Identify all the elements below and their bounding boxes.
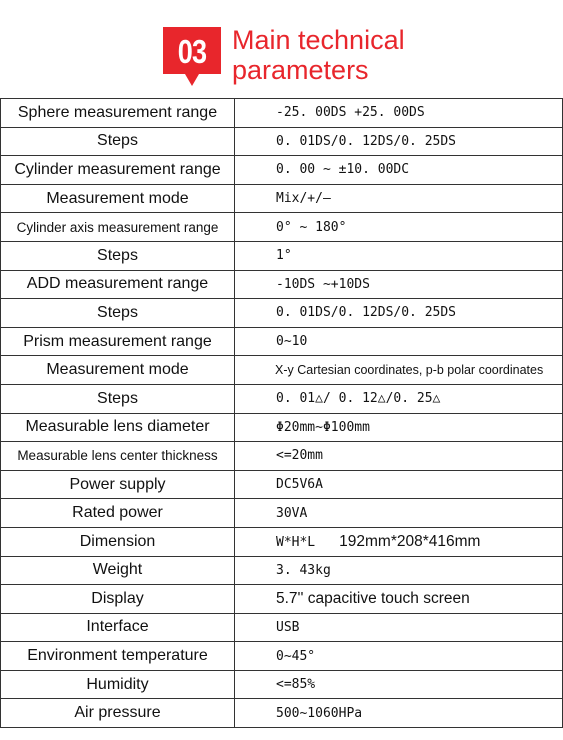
- dimension-prefix: W*H*L: [276, 534, 316, 550]
- param-label: Humidity: [1, 670, 235, 699]
- param-value: <=20mm: [235, 442, 563, 471]
- param-label: ADD measurement range: [1, 270, 235, 299]
- table-row: [1, 156, 563, 185]
- table-row: [1, 527, 563, 556]
- table-row: [1, 699, 563, 728]
- table-row: [1, 99, 563, 128]
- title-line-2: parameters: [232, 55, 369, 85]
- param-value: -10DS ~+10DS: [235, 270, 563, 299]
- table-row: [1, 642, 563, 671]
- param-label: Weight: [1, 556, 235, 585]
- param-label: Steps: [1, 384, 235, 413]
- section-number-badge: [163, 27, 221, 87]
- table-row: [1, 241, 563, 270]
- param-value: -25. 00DS +25. 00DS: [235, 99, 563, 128]
- param-value: 30VA: [235, 499, 563, 528]
- param-value: DC5V6A: [235, 470, 563, 499]
- table-row: [1, 299, 563, 328]
- param-value: 0. 00 ~ ±10. 00DC: [235, 156, 563, 185]
- param-value: 0. 01DS/0. 12DS/0. 25DS: [235, 127, 563, 156]
- param-value: 500~1060HPa: [235, 699, 563, 728]
- param-value: X-y Cartesian coordinates, p-b polar coordinates: [235, 356, 563, 385]
- table-row: [1, 384, 563, 413]
- table-row: [1, 613, 563, 642]
- table-row: [1, 270, 563, 299]
- param-label: Prism measurement range: [1, 327, 235, 356]
- param-label: Air pressure: [1, 699, 235, 728]
- table-row: [1, 127, 563, 156]
- param-value: 0. 01△/ 0. 12△/0. 25△: [235, 384, 563, 413]
- param-value: 0~10: [235, 327, 563, 356]
- param-label: Measurement mode: [1, 356, 235, 385]
- table-row: [1, 585, 563, 614]
- param-label: Power supply: [1, 470, 235, 499]
- table-row: [1, 670, 563, 699]
- param-value: <=85%: [235, 670, 563, 699]
- param-label: Steps: [1, 241, 235, 270]
- page-title: [232, 25, 405, 85]
- param-label: Measurable lens diameter: [1, 413, 235, 442]
- param-label: Sphere measurement range: [1, 99, 235, 128]
- param-label: Measurable lens center thickness: [1, 442, 235, 471]
- section-header: [0, 0, 563, 97]
- param-value: 3. 43kg: [235, 556, 563, 585]
- param-value: 0. 01DS/0. 12DS/0. 25DS: [235, 299, 563, 328]
- parameters-table: [0, 98, 563, 728]
- param-label: Interface: [1, 613, 235, 642]
- param-value: 1°: [235, 241, 563, 270]
- table-row: [1, 556, 563, 585]
- title-line-1: Main technical: [232, 25, 405, 55]
- param-value: Φ20mm~Φ100mm: [235, 413, 563, 442]
- param-value: 5.7'' capacitive touch screen: [235, 585, 563, 614]
- dimension-value: 192mm*208*416mm: [339, 532, 481, 550]
- param-label: Environment temperature: [1, 642, 235, 671]
- param-value: 0~45°: [235, 642, 563, 671]
- param-label: Cylinder measurement range: [1, 156, 235, 185]
- param-value: 0° ~ 180°: [235, 213, 563, 242]
- table-row: [1, 413, 563, 442]
- param-label: Cylinder axis measurement range: [1, 213, 235, 242]
- param-label: Display: [1, 585, 235, 614]
- table-row: [1, 356, 563, 385]
- table-row: [1, 470, 563, 499]
- param-label: Steps: [1, 127, 235, 156]
- param-label: Measurement mode: [1, 184, 235, 213]
- param-value-dimension: [235, 527, 563, 556]
- table-row: [1, 184, 563, 213]
- badge-number: 03: [177, 33, 207, 70]
- param-label: Rated power: [1, 499, 235, 528]
- param-value: USB: [235, 613, 563, 642]
- table-row: [1, 213, 563, 242]
- param-value: Mix/+/—: [235, 184, 563, 213]
- table-row: [1, 327, 563, 356]
- param-label: Dimension: [1, 527, 235, 556]
- table-row: [1, 499, 563, 528]
- table-row: [1, 442, 563, 471]
- param-label: Steps: [1, 299, 235, 328]
